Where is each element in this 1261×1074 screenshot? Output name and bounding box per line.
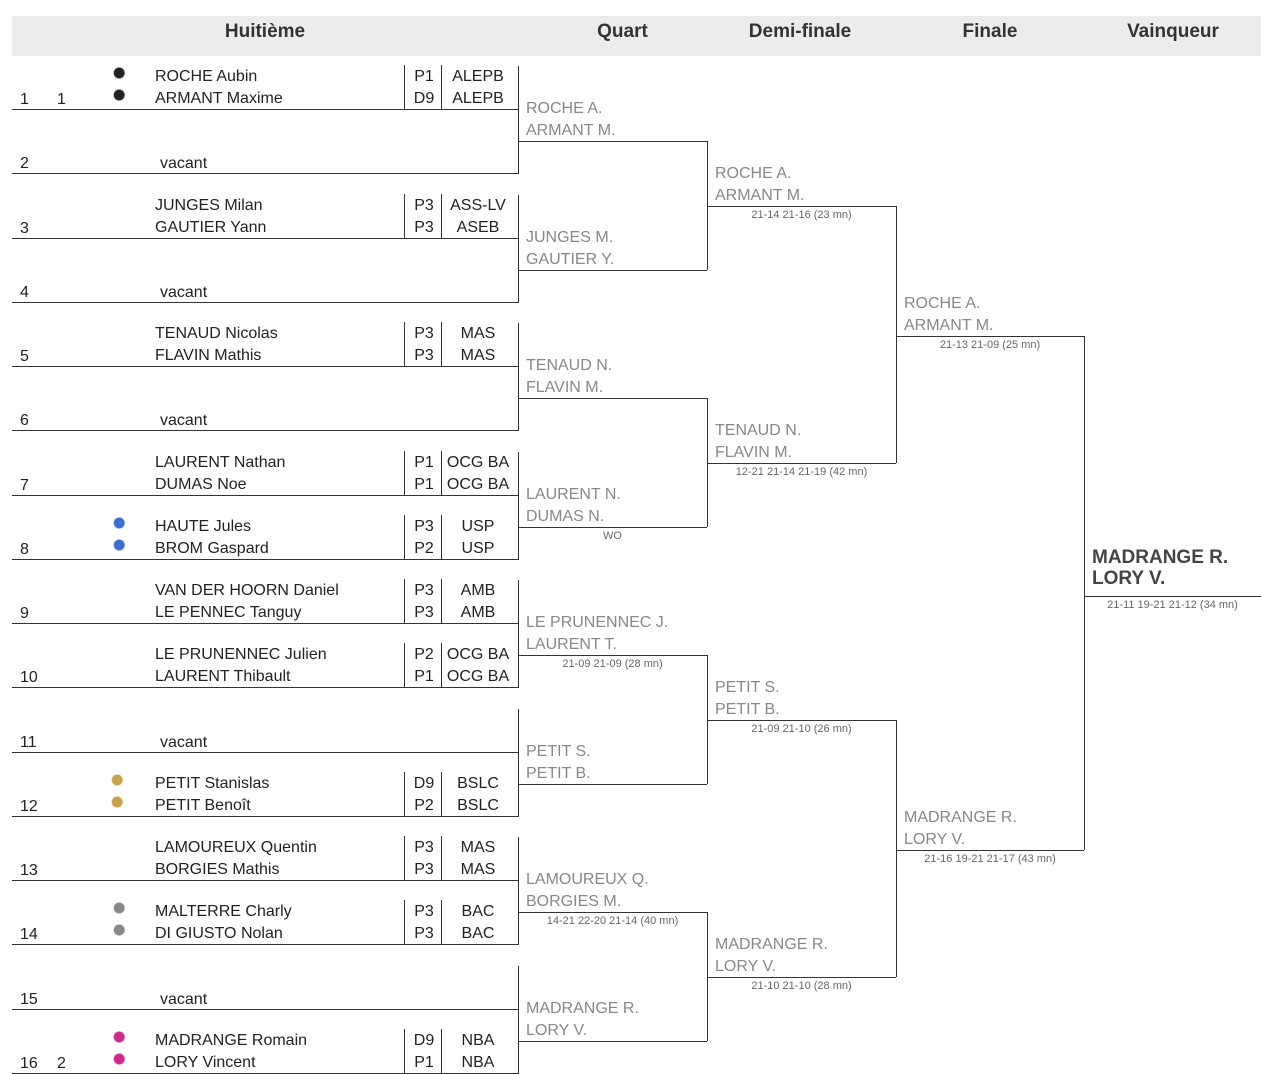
club-divider	[441, 194, 442, 238]
player-club: OCG BA	[446, 668, 510, 685]
slot-line	[12, 816, 518, 817]
quarter-team-name: DUMAS N.	[526, 508, 605, 525]
quarter-team-name: TENAUD N.	[526, 357, 613, 374]
quarter-team-name: LAURENT T.	[526, 636, 617, 653]
quarter-team-name: LAURENT N.	[526, 486, 621, 503]
slot-number: 6	[20, 412, 29, 429]
quarter-line	[518, 912, 707, 913]
quarter-score: 14-21 22-20 21-14 (40 mn)	[546, 915, 679, 927]
slot-number: 1	[20, 91, 29, 108]
quarter-line	[518, 655, 707, 656]
quarter-line	[518, 1041, 707, 1042]
quarter-line	[518, 141, 707, 142]
quarter-line	[518, 527, 707, 528]
winner-score: 21-11 19-21 21-12 (34 mn)	[1107, 599, 1238, 611]
player-rank: P1	[414, 454, 434, 471]
player-rank: P3	[414, 861, 434, 878]
quarter-team-name: GAUTIER Y.	[526, 251, 615, 268]
rank-divider	[404, 451, 405, 495]
club-divider	[441, 900, 442, 944]
slot-line	[12, 430, 518, 431]
vacant-label: vacant	[160, 412, 208, 429]
slot-line	[12, 302, 518, 303]
quarter-line	[518, 784, 707, 785]
player-name: ARMANT Maxime	[155, 90, 283, 107]
quarter-team-name: JUNGES M.	[526, 229, 614, 246]
club-divider	[441, 643, 442, 687]
slot-number: 3	[20, 220, 29, 237]
player-rank: P3	[414, 604, 434, 621]
slot-line	[12, 1009, 518, 1010]
player-name: LE PENNEC Tanguy	[155, 604, 302, 621]
player-name: DI GIUSTO Nolan	[155, 925, 283, 942]
rank-divider	[404, 836, 405, 880]
player-name: LORY Vincent	[155, 1054, 256, 1071]
player-rank: P3	[414, 219, 434, 236]
quarter-team-name: BORGIES M.	[526, 893, 622, 910]
player-name: DUMAS Noe	[155, 476, 247, 493]
player-club: OCG BA	[446, 646, 510, 663]
slot-number: 12	[20, 798, 38, 815]
player-name: LAURENT Nathan	[155, 454, 286, 471]
quarter-team-name: MADRANGE R.	[526, 1000, 639, 1017]
semi-team-name: PETIT B.	[715, 701, 780, 718]
usp-logo	[106, 515, 128, 531]
slot-line	[12, 109, 518, 110]
player-rank: P3	[414, 325, 434, 342]
final-team-name: ARMANT M.	[904, 317, 994, 334]
player-rank: P2	[414, 797, 434, 814]
final-team-name: MADRANGE R.	[904, 809, 1017, 826]
player-name: JUNGES Milan	[155, 197, 263, 214]
winner-line	[1084, 596, 1261, 597]
quarter-team-name: ROCHE A.	[526, 100, 603, 117]
rank-divider	[404, 643, 405, 687]
quarter-team-name: PETIT B.	[526, 765, 591, 782]
semi-score: 21-14 21-16 (23 mn)	[751, 209, 852, 221]
semi-team-name: TENAUD N.	[715, 422, 802, 439]
slot-line	[12, 173, 518, 174]
semi-team-name: LORY V.	[715, 958, 777, 975]
semi-line	[707, 463, 896, 464]
player-name: LAURENT Thibault	[155, 668, 291, 685]
slot-number: 5	[20, 348, 29, 365]
quarter-team-name: LAMOUREUX Q.	[526, 871, 649, 888]
player-name: PETIT Stanislas	[155, 775, 270, 792]
bslc-logo	[104, 772, 126, 788]
slot-number: 13	[20, 862, 38, 879]
player-rank: D9	[413, 90, 435, 107]
player-rank: P2	[414, 540, 434, 557]
rank-divider	[404, 65, 405, 109]
final-connector	[896, 206, 897, 463]
quarter-line	[518, 398, 707, 399]
final-connector	[896, 720, 897, 977]
club-divider	[441, 451, 442, 495]
header-huitieme: Huitième	[224, 21, 306, 42]
quarter-team-name: FLAVIN M.	[526, 379, 604, 396]
player-name: MADRANGE Romain	[155, 1032, 308, 1049]
quarter-team-name: LE PRUNENNEC J.	[526, 614, 669, 631]
winner-connector	[1084, 336, 1085, 850]
shuttlecock-dark-icon	[106, 87, 128, 103]
player-rank: D9	[413, 775, 435, 792]
final-line	[896, 850, 1084, 851]
rank-divider	[404, 772, 405, 816]
slot-line	[12, 238, 518, 239]
slot-number: 9	[20, 605, 29, 622]
semi-team-name: ROCHE A.	[715, 165, 792, 182]
player-club: AMB	[460, 582, 496, 599]
bslc-logo	[104, 794, 126, 810]
rank-divider	[404, 194, 405, 238]
quarter-connector	[518, 837, 519, 945]
slot-line	[12, 880, 518, 881]
player-name: TENAUD Nicolas	[155, 325, 278, 342]
header-finale: Finale	[962, 21, 1018, 42]
final-team-name: ROCHE A.	[904, 295, 981, 312]
player-club: ALEPB	[452, 90, 504, 107]
header-demi-finale: Demi-finale	[748, 21, 852, 42]
final-score: 21-13 21-09 (25 mn)	[939, 339, 1041, 351]
player-club: AMB	[460, 604, 496, 621]
player-club: ASEB	[456, 219, 500, 236]
club-divider	[441, 836, 442, 880]
club-divider	[441, 1029, 442, 1073]
player-name: BORGIES Mathis	[155, 861, 280, 878]
seed-number: 2	[57, 1055, 66, 1072]
player-rank: P3	[414, 903, 434, 920]
rank-divider	[404, 579, 405, 623]
slot-line	[12, 366, 518, 367]
quarter-connector	[518, 966, 519, 1074]
semi-line	[707, 977, 896, 978]
quarter-connector	[518, 452, 519, 560]
semi-team-name: PETIT S.	[715, 679, 780, 696]
slot-number: 7	[20, 477, 29, 494]
slot-line	[12, 752, 518, 753]
player-name: LAMOUREUX Quentin	[155, 839, 317, 856]
slot-line	[12, 944, 518, 945]
club-divider	[441, 579, 442, 623]
club-divider	[441, 322, 442, 366]
slot-line	[12, 559, 518, 560]
final-score: 21-16 19-21 21-17 (43 mn)	[924, 853, 1056, 865]
slot-line	[12, 623, 518, 624]
quarter-score: 21-09 21-09 (28 mn)	[562, 658, 663, 670]
rank-divider	[404, 515, 405, 559]
player-club: BAC	[461, 925, 495, 942]
quarter-team-name: LORY V.	[526, 1022, 588, 1039]
player-club: NBA	[461, 1032, 495, 1049]
quarter-connector	[518, 580, 519, 688]
nba-logo	[106, 1051, 128, 1067]
usp-logo	[106, 537, 128, 553]
final-team-name: LORY V.	[904, 831, 966, 848]
semi-team-name: FLAVIN M.	[715, 444, 793, 461]
semi-line	[707, 206, 896, 207]
player-rank: P3	[414, 197, 434, 214]
player-rank: P3	[414, 582, 434, 599]
player-name: GAUTIER Yann	[155, 219, 267, 236]
club-divider	[441, 65, 442, 109]
shuttlecock-dark-icon	[106, 65, 128, 81]
player-name: ROCHE Aubin	[155, 68, 258, 85]
semi-team-name: MADRANGE R.	[715, 936, 828, 953]
slot-number: 16	[20, 1055, 38, 1072]
quarter-connector	[518, 323, 519, 431]
player-club: NBA	[461, 1054, 495, 1071]
slot-line	[12, 495, 518, 496]
club-divider	[441, 515, 442, 559]
quarter-score: WO	[603, 530, 622, 542]
player-club: BSLC	[457, 775, 499, 792]
semi-score: 12-21 21-14 21-19 (42 mn)	[735, 466, 868, 478]
player-name: LE PRUNENNEC Julien	[155, 646, 327, 663]
player-rank: P1	[414, 476, 434, 493]
player-club: MAS	[460, 325, 496, 342]
header-quart: Quart	[597, 21, 648, 42]
player-rank: D9	[413, 1032, 435, 1049]
quarter-line	[518, 270, 707, 271]
semi-score: 21-10 21-10 (28 mn)	[751, 980, 852, 992]
rank-divider	[404, 1029, 405, 1073]
player-rank: P3	[414, 347, 434, 364]
player-rank: P1	[414, 1054, 434, 1071]
quarter-connector	[518, 66, 519, 174]
quarter-connector	[518, 195, 519, 303]
player-rank: P3	[414, 925, 434, 942]
player-name: MALTERRE Charly	[155, 903, 292, 920]
rank-divider	[404, 322, 405, 366]
player-name: HAUTE Jules	[155, 518, 252, 535]
quarter-team-name: ARMANT M.	[526, 122, 616, 139]
vacant-label: vacant	[160, 991, 208, 1008]
nba-logo	[106, 1029, 128, 1045]
semi-score: 21-09 21-10 (26 mn)	[751, 723, 852, 735]
vacant-label: vacant	[160, 734, 208, 751]
slot-number: 14	[20, 926, 38, 943]
winner-team-name: MADRANGE R.	[1092, 547, 1229, 568]
seed-number: 1	[57, 91, 66, 108]
semi-line	[707, 720, 896, 721]
slot-number: 11	[20, 734, 37, 751]
bac-logo	[106, 922, 128, 938]
slot-number: 8	[20, 541, 29, 558]
slot-number: 2	[20, 155, 29, 172]
player-name: VAN DER HOORN Daniel	[155, 582, 339, 599]
player-name: FLAVIN Mathis	[155, 347, 262, 364]
player-rank: P3	[414, 518, 434, 535]
player-club: ALEPB	[452, 68, 504, 85]
slot-number: 10	[20, 669, 38, 686]
player-rank: P1	[414, 668, 434, 685]
slot-line	[12, 687, 518, 688]
club-divider	[441, 772, 442, 816]
player-club: OCG BA	[446, 476, 510, 493]
player-club: MAS	[460, 861, 496, 878]
player-rank: P2	[414, 646, 434, 663]
player-name: PETIT Benoît	[155, 797, 251, 814]
player-club: BSLC	[457, 797, 499, 814]
player-club: OCG BA	[446, 454, 510, 471]
vacant-label: vacant	[160, 284, 208, 301]
player-club: MAS	[460, 347, 496, 364]
player-club: ASS-LV	[450, 197, 506, 214]
player-club: MAS	[460, 839, 496, 856]
winner-team-name: LORY V.	[1092, 568, 1166, 589]
header-vainqueur: Vainqueur	[1127, 21, 1219, 42]
player-club: USP	[461, 540, 495, 557]
slot-number: 4	[20, 284, 29, 301]
semi-team-name: ARMANT M.	[715, 187, 805, 204]
player-rank: P1	[414, 68, 434, 85]
player-club: BAC	[461, 903, 495, 920]
vacant-label: vacant	[160, 155, 208, 172]
final-line	[896, 336, 1084, 337]
player-rank: P3	[414, 839, 434, 856]
player-name: BROM Gaspard	[155, 540, 269, 557]
quarter-team-name: PETIT S.	[526, 743, 591, 760]
rank-divider	[404, 900, 405, 944]
player-club: USP	[461, 518, 495, 535]
quarter-connector	[518, 709, 519, 817]
slot-number: 15	[20, 991, 38, 1008]
bac-logo	[106, 900, 128, 916]
